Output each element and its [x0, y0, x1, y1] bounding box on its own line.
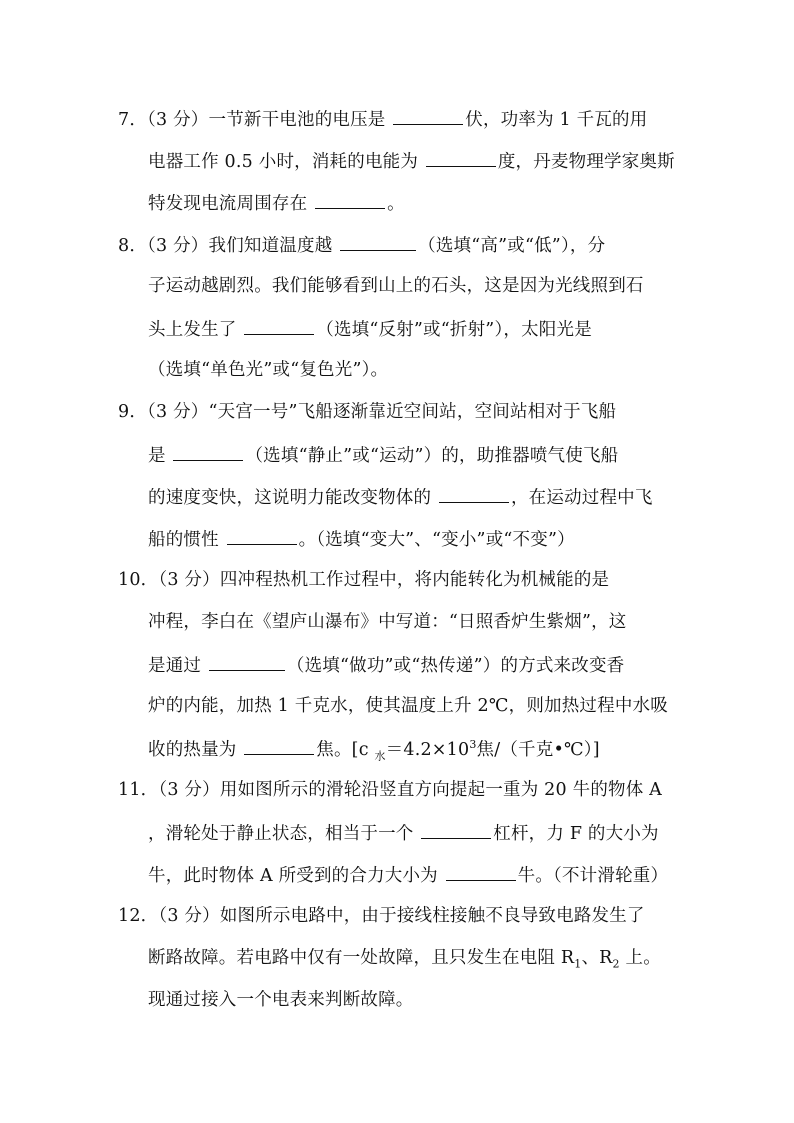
question-7-line-1: 7．（3 分）一节新干电池的电压是 伏，功率为 1 千瓦的用: [118, 106, 647, 132]
question-10-line-2: 冲程，李白在《望庐山瀑布》中写道：“日照香炉生紫烟”，这: [148, 612, 627, 632]
question-9-line-1: 9．（3 分）“天宫一号”飞船逐渐靠近空间站，空间站相对于飞船: [118, 402, 617, 422]
question-number: 9．: [118, 402, 148, 422]
question-11-line-2: ，滑轮处于静止状态，相当于一个 杠杆，力 F 的大小为: [148, 820, 659, 846]
question-number: 7．: [118, 110, 148, 130]
question-12-line-3: 现通过接入一个电表来判断故障。: [148, 990, 414, 1010]
question-11-line-1: 11．（3 分）用如图所示的滑轮沿竖直方向提起一重为 20 牛的物体 A: [118, 780, 663, 800]
answer-blank[interactable]: [173, 442, 243, 461]
question-9-line-3: 的速度变快，这说明力能改变物体的 ，在运动过程中飞: [148, 484, 653, 510]
question-10-line-5: 收的热量为 焦。[c $_水=4.2\times 10^3$焦/（千克•℃）]: [148, 736, 600, 762]
answer-blank[interactable]: [340, 232, 416, 251]
answer-blank[interactable]: [227, 526, 297, 545]
question-10-line-1: 10．（3 分）四冲程热机工作过程中，将内能转化为机械能的是: [118, 570, 610, 590]
question-8-line-4: （选填“单色光”或“复色光”）。: [148, 360, 389, 380]
question-7-line-2: 电器工作 0.5 小时，消耗的电能为 度，丹麦物理学家奥斯: [148, 148, 675, 174]
answer-blank[interactable]: [439, 484, 509, 503]
answer-blank[interactable]: [421, 820, 491, 839]
question-12-line-1: 12．（3 分）如图所示电路中，由于接线柱接触不良导致电路发生了: [118, 906, 645, 926]
question-number: 11．: [118, 780, 159, 800]
question-7-line-3: 特发现电流周围存在 。: [148, 190, 405, 216]
question-number: 12．: [118, 906, 159, 926]
answer-blank[interactable]: [426, 148, 496, 167]
question-9-line-4: 船的惯性 。（选填“变大”、“变小”或“不变”）: [148, 526, 575, 552]
answer-blank[interactable]: [209, 652, 285, 671]
answer-blank[interactable]: [315, 190, 385, 209]
question-11-line-3: 牛，此时物体 A 所受到的合力大小为 牛。（不计滑轮重）: [148, 862, 668, 888]
question-10-line-3: 是通过 （选填“做功”或“热传递”）的方式来改变香: [148, 652, 624, 678]
question-8-line-1: 8．（3 分）我们知道温度越 （选填“高”或“低”），分: [118, 232, 605, 258]
question-12-line-2: 断路故障。若电路中仅有一处故障，且只发生在电阻 $R_1$、$R_2$ 上。: [148, 948, 661, 971]
question-number: 8．: [118, 236, 148, 256]
question-9-line-2: 是 （选填“静止”或“运动”）的，助推器喷气使飞船: [148, 442, 618, 468]
answer-blank[interactable]: [393, 106, 463, 125]
answer-blank[interactable]: [446, 862, 516, 881]
answer-blank[interactable]: [244, 316, 314, 335]
question-10-line-4: 炉的内能，加热 1 千克水，使其温度上升 2℃，则加热过程中水吸: [148, 696, 668, 716]
question-8-line-2: 子运动越剧烈。我们能够看到山上的石头，这是因为光线照到石: [148, 276, 644, 296]
question-number: 10．: [118, 570, 159, 590]
answer-blank[interactable]: [244, 736, 314, 755]
question-8-line-3: 头上发生了 （选填“反射”或“折射”），太阳光是: [148, 316, 592, 342]
